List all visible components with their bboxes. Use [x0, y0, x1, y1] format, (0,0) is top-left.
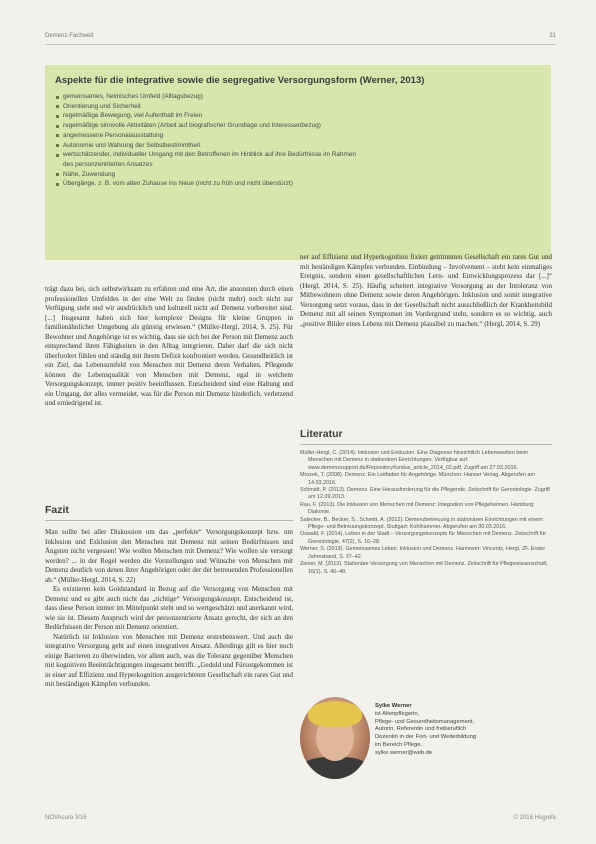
literature-entry: Müller-Hergl, C. (2014). Inklusion und Exklusion. Eine Diagnose hinsichtlich Lebenswelten beim Menschen mit Demenz in stationären Einrichtungen. Verfügbar auf: www.demenzsupport.de/Repository/fundus_article_2014_02.pdf, Zugriff am 27.03.2016. — [300, 450, 529, 471]
author-photo — [300, 697, 370, 779]
author-role-line: ist Altenpflegerin, — [375, 710, 420, 717]
body-paragraph: ner auf Effizienz und Hyperkognition fixiert getrimmten Gesellschaft ein rares Gut und mit beständigen Kämpfen verbunden. Einbindung – Involvement – steht kein einmaliges Ereignis, sondern einen gesellschaftlichen Lern- und Entwicklungsprozess dar [...]“ (Hergl, 2014, S. 25). Häufig scheitert integrative Versorgung an der Intoleranz von Mitbewohnern ohne Demenz sowie deren Angehörigen. Inklusion und somit integrative Versorgung setzt voraus, dass in der Gesellschaft nicht ausschließlich der Krankheitsbild Demenz mit all seinen Symptomen im Vordergrund steht, sondern es so wichtig, auch „positive Bilder eines Lebens mit Demenz plausibel zu machen.“ (Hergl, 2014, S. 29) — [300, 253, 552, 328]
aspect-item: angemessene Personalausstattung — [55, 131, 541, 141]
literature-entry: Schmidt, P. (2013). Demenz. Eine Herausforderung für die Pflegende. Zeitschrift für Gerontologie. Zugriff am 12.09.2013. — [300, 487, 550, 501]
literature-list — [300, 450, 552, 576]
author-email: sylke.werner@web.de — [375, 749, 433, 756]
section-divider — [300, 444, 552, 445]
footer-journal: NOVAcura 3/16 — [45, 815, 87, 821]
author-role-line: im Bereich Pflege. — [375, 741, 423, 748]
aspect-item: Übergänge, z. B. vom alten Zuhause ins Neue (nicht zu früh und nicht überstürzt) — [55, 179, 541, 189]
fazit-paragraph: Man sollte bei aller Diskussion um das „perfekte“ Versorgungskonzept bzw. um Inklusion und Exklusion den Menschen mit Demenz mit seinen Bedürfnissen und Ängsten nicht vergessen! Wie wollen Menschen mit Demenz? Wie wollen sie versorgt werden? ... in der Regel werden die Vorstellungen und Wünsche von Menschen mit Demenz deutlich von denen ihrer Angehörigen oder der der betreuenden Professionellen ab.“ (Müller-Hergl, 2014, S. 22) — [45, 528, 293, 584]
literature-entry: Oswald, F. (2014). Leben in der Stadt – Versorgungskonzepte für Menschen mit Demenz. Zeitschrift für Gerontologie, 47(2), S. 16–28. — [300, 531, 546, 545]
literature-entry: Werner, S. (2013). Gemeinsames Leben. Inklusion und Demenz. Hannover: Vincentz, Hergl, ZF. Erster Jahresband, S. 37–42. — [300, 546, 546, 560]
aspect-item: regelmäßige Bewegung, viel Aufenthalt im Freien — [55, 111, 541, 121]
page-number: 31 — [549, 33, 556, 39]
aspect-item-continuation: des personzentrierten Ansatzes — [63, 160, 153, 168]
aspect-box-title: Aspekte für die integrative sowie die segregative Versorgungsform (Werner, 2013) — [55, 75, 425, 86]
author-role-line: Dozentin in der Fort- und Weiterbildung — [375, 734, 477, 741]
fazit-heading: Fazit — [45, 504, 69, 516]
header-section: Demenz-Fachwelt — [45, 33, 94, 39]
aspect-box — [45, 65, 551, 260]
page-footer — [45, 815, 556, 827]
fazit-text — [45, 528, 293, 690]
aspect-item: regelmäßige sinnvolle Aktivitäten (Arbeit auf biografischer Grundlage und Interessenbezug) — [55, 121, 541, 131]
literature-entry: Rau, F. (2013). Die Inklusion von Menschen mit Demenz: Integration von Pflegeheimen. Hamburg: Diakonie. — [300, 501, 535, 516]
body-paragraph: trägt dazu bei, sich selbstwirksam zu erfahren und eine Art, die ansonsten durch einen professionellen Umfeldes in der eine Welt zu finden (nicht mehr) noch nicht zur Verfügung steht und wir ausdrücklich und kulturell nicht auf Demenz vorbereitet sind. [...] Insgesamt haben sich hier komplexe Designs für kleine Gruppen in familienähnlicher Umgebung als günstig erwiesen.“ (Müller-Hergl, 2014, S. 25). Für Bewohner und Angehörige ist es wichtig, dass sie sich bei der Person mit Demenz auch entsprechend ihren Fähigkeiten in den Alltag integrieren. Daher darf die sich nicht überfordert fühlen und ständig mit ihrem Defizit konfrontiert werden. Gesundheitlich ist ein Ziel, das Lebensumfeld von Menschen mit Demenz deren Verhalten. Pflegende können die Lebensqualität von Menschen mit Demenz, egal in welchem Versorgungskonzept, immer positiv beeinflussen. Entscheidend sind eine Haltung und ein Umgang, der alles vermeidet, was für die Person mit Demenz hinderlich, verletzend und erniedrigend ist. — [45, 285, 293, 407]
aspect-list — [55, 92, 541, 189]
author-info — [375, 703, 555, 758]
author-name: Sylke Werner — [375, 703, 412, 709]
footer-copyright: © 2016 Hogrefe — [513, 815, 556, 821]
right-column-text — [300, 253, 552, 329]
fazit-paragraph: Es existieren kein Goldstandard in Bezug auf die Versorgung von Menschen mit Demenz und es gibt auch nicht das „richtige“ Versorgungskonzept. Entscheidend ist, dass diese Person immer im Mittelpunkt steht und so wertgeschätzt und anerkannt wird, wie sie ist. Diesem Anspruch wird der personzentrierte Ansatz gerecht, der sich an den Bedürfnissen der Person mit Demenz orientiert. — [45, 585, 293, 631]
left-column-text — [45, 285, 293, 409]
page-header — [45, 30, 556, 45]
literature-entry: Mrozek, T. (2008). Demenz. Ein Leitfaden für Angehörige. München: Hanser Verlag. Abgerufen am 14.03.2016. — [300, 472, 535, 486]
aspect-item: Nähe, Zuwendung — [55, 170, 541, 180]
aspect-item: gemeinsames, heimisches Umfeld (Alltagsbezug) — [55, 92, 541, 102]
literature-entry: Zeiner, M. (2013). Stationäre Versorgung von Menschen mit Demenz. Zeitschrift für Pflegewissenschaft, 16(1), S. 40–48. — [300, 561, 548, 575]
literature-entry: Salecker, B., Becker, S., Schmitt, A. (2012). Demenzbetreuung in stationären Einrichtungen mit einem Pflege- und Betreuungskonzept. Stuttgart: Kohlhammer. Abgerufen am 30.03.2016. — [300, 516, 543, 531]
aspect-item: Autonomie und Wahrung der Selbstbestimmtheit — [55, 141, 541, 151]
section-divider — [45, 520, 293, 521]
author-role-line: Pflege- und Gesundheitsmanagement, — [375, 718, 475, 725]
author-role-line: Autorin, Referentin und freiberuflich — [375, 726, 467, 733]
literatur-heading: Literatur — [300, 428, 343, 440]
aspect-item: wertschätzender, individueller Umgang mit den Betroffenen im Hinblick auf ihre Bedürfnisse im Rahmen — [55, 150, 541, 160]
aspect-item: Orientierung und Sicherheit — [55, 102, 541, 112]
photo-hair — [308, 701, 362, 727]
fazit-paragraph: Natürlich ist Inklusion von Menschen mit Demenz erstrebenswert. Und auch die integrative Versorgung geht auf einen integrativen Ansatz. Allerdings gilt es hier noch einige Barrieren zu überwinden, vor allem auch, was die Toleranz gegenüber Menschen mit kognitiven Beeinträchtigungen insgesamt betrifft. „Geduld und Fürsorgekommen ist in einer auf Effizienz und Hyperkognition ausgerichteten Gesellschaft ein rares Gut und mit beständigen Kämpfen verbunden. — [45, 632, 293, 688]
